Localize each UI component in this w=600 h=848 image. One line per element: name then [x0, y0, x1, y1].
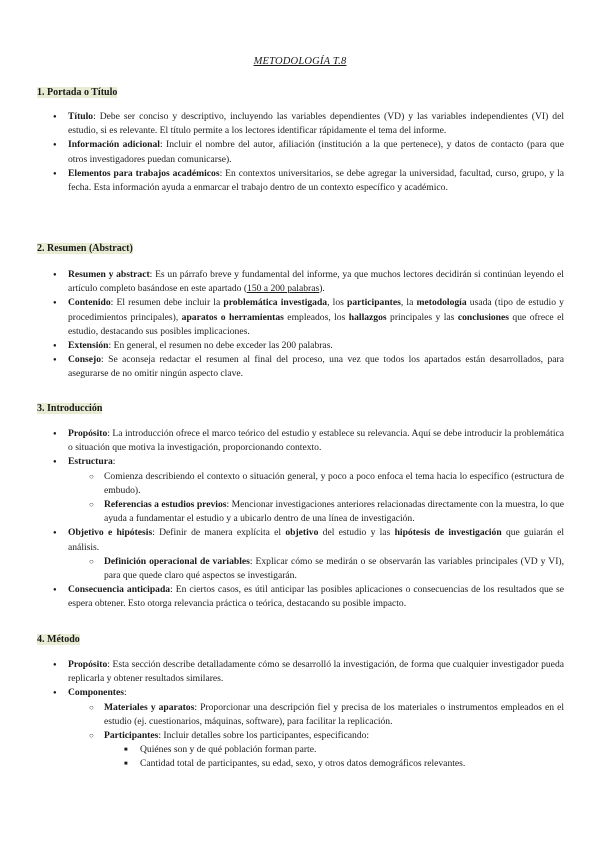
list-item: ● Contenido: El resumen debe incluir la problemática investigada, los participantes, la metodología usada (tipo de estudio y procedimientos principales), aparatos o herramientas empleados, los hallazgos principales y las conclusiones que ofrece el estudio, destacando sus posibles implicaciones.: [0, 296, 600, 339]
section-list-portada: [0, 110, 600, 195]
list-item: ● Título: Debe ser conciso y descriptivo, incluyendo las variables dependientes (VD) y las variables independientes (VI) del estudio, si es relevante. El título permite a los lectores identificar rápidamente el tema del informe.: [0, 110, 600, 138]
sub-sub-list-item: ■ Quiénes son y de qué población forman parte.: [0, 743, 600, 757]
list-item: ● Información adicional: Incluir el nombre del autor, afiliación (institución a la que pertenece), y datos de contacto (para que otros investigadores puedan comunicarse).: [0, 138, 600, 166]
list-item: ● Elementos para trabajos académicos: En contextos universitarios, se debe agregar la universidad, facultad, curso, grupo, y la fecha. Esta información ayuda a enmarcar el trabajo dentro de un contexto específico y académico.: [0, 167, 600, 195]
sub-list-item: ○ Referencias a estudios previos: Mencionar investigaciones anteriores relacionadas directamente con la muestra, lo que ayuda a fundamentar el estudio y a ubicarlo dentro de una línea de investigación.: [0, 498, 600, 526]
sub-list-item: ○ Materiales y aparatos: Proporcionar una descripción fiel y precisa de los materiales o instrumentos empleados en el estudio (ej. cuestionarios, máquinas, software), para facilitar la replicación.: [0, 701, 600, 729]
list-item: ● Propósito: Esta sección describe detalladamente cómo se desarrolló la investigación, de forma que cualquier investigador pueda replicarla y obtener resultados similares.: [0, 658, 600, 686]
section-title-portada: 1. Portada o Título: [37, 87, 118, 98]
list-item: ● Componentes:: [0, 686, 600, 700]
sub-list-item: ○ Definición operacional de variables: Explicar cómo se medirán o se observarán las variables principales (VD y VI), para que quede claro qué aspectos se investigarán.: [0, 555, 600, 583]
section-list-metodo: [0, 658, 600, 772]
section-list-introduccion: [0, 427, 600, 612]
list-item: ● Propósito: La introducción ofrece el marco teórico del estudio y establece su relevancia. Aquí se debe introducir la problemática o situación que motiva la investigación, proporcionando contexto.: [0, 427, 600, 455]
document-title: METODOLOGÍA T.8: [253, 56, 347, 67]
list-item: ● Consecuencia anticipada: En ciertos casos, es útil anticipar las posibles aplicaciones o consecuencias de los resultados que se espera obtener. Esto otorga relevancia práctica o teórica, destacando su posible impacto.: [0, 583, 600, 611]
sub-sub-list-item: ■ Cantidad total de participantes, su edad, sexo, y otros datos demográficos relevantes.: [0, 757, 600, 771]
section-title-resumen: 2. Resumen (Abstract): [37, 243, 133, 254]
sub-list-item: ○ Participantes: Incluir detalles sobre los participantes, especificando:: [0, 729, 600, 743]
list-item: ● Resumen y abstract: Es un párrafo breve y fundamental del informe, ya que muchos lectores decidirán si continúan leyendo el artículo completo basándose en este apartado (150 a 200 palabras).: [0, 268, 600, 296]
section-list-resumen: [0, 268, 600, 382]
sub-list-item: ○ Comienza describiendo el contexto o situación general, y poco a poco enfoca el tema hacia lo específico (estructura de embudo).: [0, 470, 600, 498]
section-title-introduccion: 3. Introducción: [37, 403, 103, 414]
list-item: ● Estructura:: [0, 455, 600, 469]
list-item: ● Objetivo e hipótesis: Definir de manera explícita el objetivo del estudio y las hipótesis de investigación que guiarán el análisis.: [0, 526, 600, 554]
list-item: ● Extensión: En general, el resumen no debe exceder las 200 palabras.: [0, 339, 600, 353]
section-title-metodo: 4. Método: [37, 634, 80, 645]
list-item: ● Consejo: Se aconseja redactar el resumen al final del proceso, una vez que todos los apartados están desarrollados, para asegurarse de no omitir ningún aspecto clave.: [0, 353, 600, 381]
